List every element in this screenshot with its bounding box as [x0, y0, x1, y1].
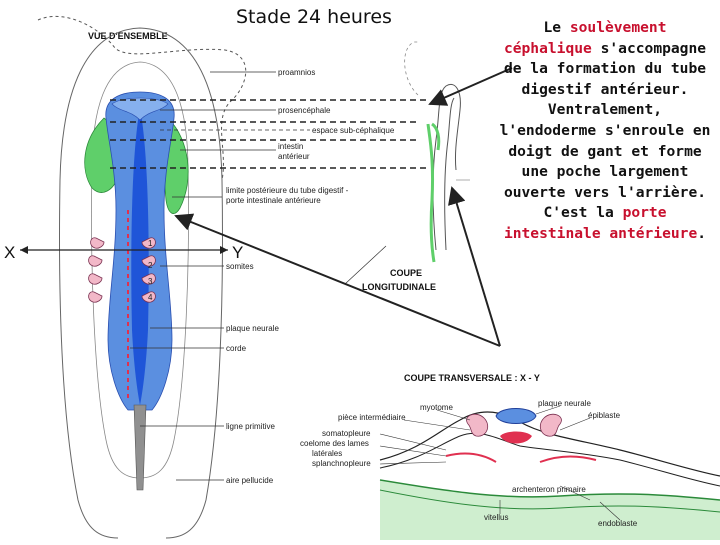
- label-limite-1: limite postérieure du tube digestif -: [226, 186, 349, 195]
- desc-highlight-1: soulèvement céphalique: [503, 19, 667, 57]
- label-laterales: latérales: [312, 449, 343, 458]
- label-epiblaste: épiblaste: [588, 411, 621, 420]
- somite-number: 2: [148, 261, 153, 270]
- label-proamnios: proamnios: [278, 68, 316, 77]
- arrow-to-porte: [176, 216, 500, 346]
- somite-number: 4: [148, 293, 153, 302]
- desc-part-2: s'accompagne de la formation du tube digestif antérieur. Ventralement, l'endoderme s'enroule en doigt de gant et forme une poche largement ouverte vers l'arrière. C'est la: [499, 39, 711, 222]
- label-intestin-2: antérieur: [278, 152, 310, 161]
- label-ligne: ligne primitive: [226, 422, 275, 431]
- somites-left: [89, 238, 104, 302]
- somite-number: 1: [148, 239, 153, 248]
- label-splanch: splanchnopleure: [312, 459, 371, 468]
- overview-heading: VUE D'ENSEMBLE: [88, 31, 168, 41]
- label-myotome: myotome: [420, 403, 453, 412]
- desc-part-1: Le: [543, 19, 570, 36]
- label-endoblaste: endoblaste: [598, 519, 638, 528]
- label-piece: pièce intermédiaire: [338, 413, 406, 422]
- desc-part-3: .: [697, 224, 707, 242]
- coupe-long-1: COUPE: [390, 268, 423, 278]
- label-archenteron: archenteron primaire: [512, 485, 586, 494]
- label-coelome: coelome des lames: [300, 439, 369, 448]
- description-text: [496, 18, 714, 245]
- slide-title: Stade 24 heures: [236, 6, 392, 28]
- label-prosencephale: prosencéphale: [278, 106, 331, 115]
- label-limite-2: porte intestinale antérieure: [226, 196, 321, 205]
- somite-number: 3: [148, 277, 153, 286]
- coupe-long-2: LONGITUDINALE: [362, 282, 436, 292]
- primitive-streak: [134, 405, 146, 490]
- arrow-to-gut-section: [452, 188, 500, 346]
- transverse-section: [380, 409, 720, 541]
- label-somato: somatopleure: [322, 429, 371, 438]
- label-aire: aire pellucide: [226, 476, 274, 485]
- label-plaque-trans: plaque neurale: [538, 399, 591, 408]
- label-plaque: plaque neurale: [226, 324, 279, 333]
- axis-x-label: X: [4, 243, 16, 262]
- axis-y-label: Y: [232, 243, 244, 262]
- longitudinal-section: [405, 42, 470, 262]
- coupe-trans-title: COUPE TRANSVERSALE : X - Y: [404, 373, 540, 383]
- label-espace: espace sub-céphalique: [312, 126, 395, 135]
- label-intestin-1: intestin: [278, 142, 304, 151]
- label-vitellus: vitellus: [484, 513, 509, 522]
- desc-highlight-2: porte intestinale antérieure: [503, 204, 698, 242]
- label-corde: corde: [226, 344, 247, 353]
- label-somites: somites: [226, 262, 254, 271]
